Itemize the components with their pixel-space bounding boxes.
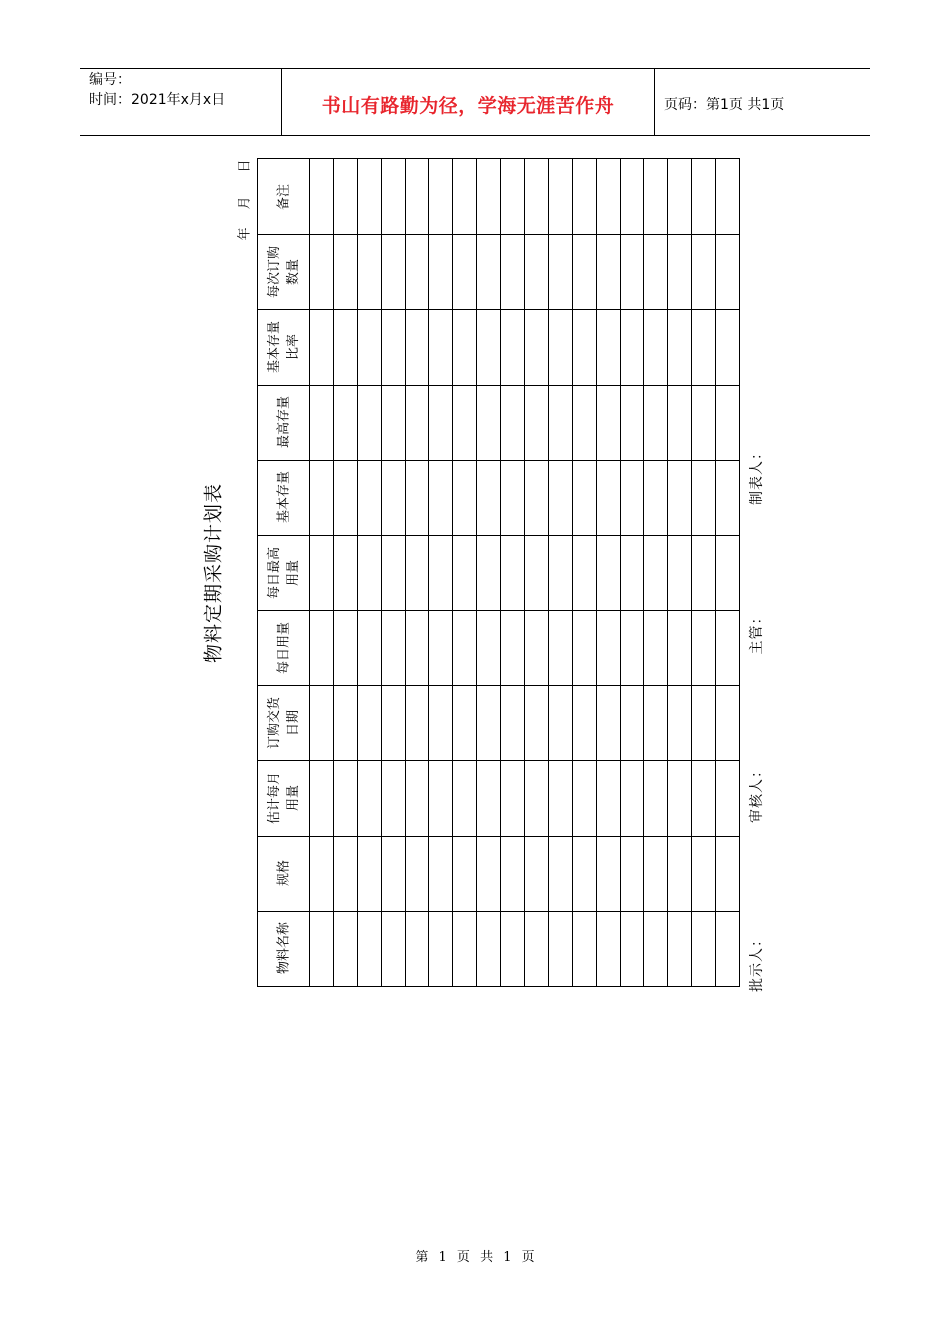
- date-month-label: 月: [237, 196, 253, 210]
- column-header-line: 日期: [285, 709, 301, 736]
- footer-page-word: 第: [415, 1250, 429, 1265]
- footer-page-unit: 页: [456, 1250, 470, 1265]
- document-number-label: 编号：: [89, 72, 131, 88]
- row-separator: [715, 159, 716, 986]
- column-header-line: 用量: [285, 785, 301, 812]
- column-header-line: 每次订购: [266, 245, 282, 298]
- column-header-line: 基本存量: [276, 471, 291, 524]
- row-separator: [500, 159, 501, 986]
- column-header-line: 比率: [285, 333, 301, 360]
- header-motto: 书山有路勤为径，学海无涯苦作舟: [321, 95, 615, 117]
- column-header: [274, 860, 293, 886]
- row-separator: [381, 159, 382, 986]
- row-separator: [524, 159, 525, 986]
- column-header: [274, 622, 293, 674]
- column-header-line: 用量: [285, 559, 301, 586]
- column-header: [265, 772, 303, 824]
- header-separator: [309, 159, 310, 986]
- row-separator: [333, 159, 334, 986]
- page-footer: [0, 1246, 950, 1265]
- row-separator: [691, 159, 692, 986]
- date-year-label: 年: [237, 227, 253, 241]
- column-header-line: 物料名称: [276, 922, 291, 975]
- row-separator: [405, 159, 406, 986]
- column-header-line: 估计每月: [266, 772, 282, 825]
- column-header: [265, 246, 303, 298]
- column-header-line: 数量: [285, 258, 301, 285]
- footer-total-unit: 页: [521, 1250, 535, 1265]
- header-meta: [89, 70, 225, 110]
- footer-total-word: 共: [480, 1250, 494, 1265]
- approver-label: 批示人：: [749, 932, 765, 992]
- column-header-line: 备注: [276, 183, 291, 210]
- form-title: 物料定期采购计划表: [202, 482, 225, 664]
- column-header-line: 规格: [276, 860, 291, 887]
- header-bottom-rule: [80, 135, 870, 136]
- header-page-info: 页码：第1页 共1页: [664, 97, 785, 113]
- column-header: [265, 321, 303, 373]
- column-header-line: 订购交货: [266, 696, 282, 749]
- column-header: [265, 546, 303, 598]
- row-separator: [548, 159, 549, 986]
- preparer-label: 制表人：: [749, 445, 765, 505]
- column-header-line: 基本存量: [266, 320, 282, 373]
- footer-total-number: 1: [503, 1250, 512, 1265]
- row-separator: [667, 159, 668, 986]
- document-time-label: 时间：2021年x月x日: [89, 92, 226, 108]
- date-day-label: 日: [237, 159, 253, 173]
- column-header: [274, 922, 293, 974]
- row-separator: [428, 159, 429, 986]
- column-header-line: 每日最高: [266, 546, 282, 599]
- footer-page-number: 1: [438, 1250, 447, 1265]
- column-header: [274, 184, 293, 210]
- column-header-line: 最高存量: [276, 396, 291, 449]
- column-header-line: 每日用量: [276, 621, 291, 674]
- row-separator: [572, 159, 573, 986]
- column-header: [265, 697, 303, 749]
- reviewer-label: 审核人：: [749, 763, 765, 823]
- column-header: [274, 396, 293, 448]
- row-separator: [357, 159, 358, 986]
- row-separator: [596, 159, 597, 986]
- row-separator: [620, 159, 621, 986]
- row-separator: [476, 159, 477, 986]
- supervisor-label: 主管：: [749, 609, 765, 655]
- row-separator: [452, 159, 453, 986]
- row-separator: [643, 159, 644, 986]
- header-top-rule: [80, 68, 870, 69]
- purchase-plan-table: [257, 158, 740, 987]
- column-header: [274, 471, 293, 523]
- header-divider-right: [654, 68, 655, 135]
